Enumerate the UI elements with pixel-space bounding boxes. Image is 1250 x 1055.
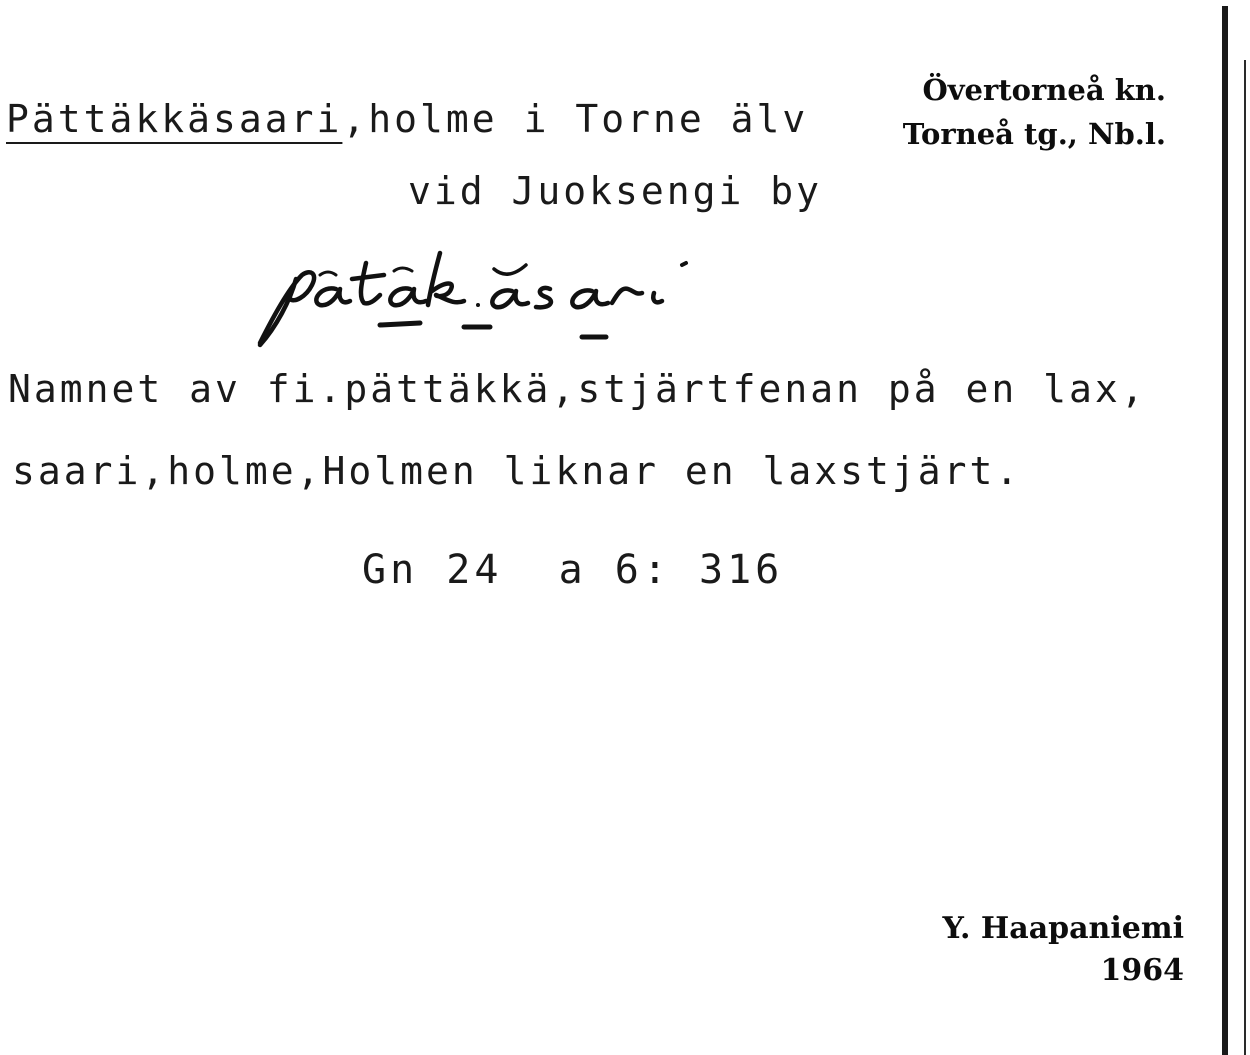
title-description: ,holme i Torne älv <box>342 97 809 141</box>
district-stamp: Torneå tg., Nb.l. <box>902 117 1166 151</box>
archive-reference: Gn 24 a 6: 316 <box>362 547 784 593</box>
title-line-2: vid Juoksengi by <box>408 169 823 213</box>
parish-stamp: Övertorneå kn. <box>922 73 1166 107</box>
headword: Pättäkkäsaari <box>6 97 343 141</box>
card-edge-line-thin <box>1244 60 1246 1055</box>
card-edge-line <box>1222 6 1228 1055</box>
card-year: 1964 <box>1100 953 1184 988</box>
explanation-line-1: Namnet av fi.pättäkkä,stjärtfenan på en lax, <box>8 367 1147 411</box>
handwritten-pronunciation <box>250 245 830 355</box>
title-line <box>6 97 809 141</box>
author-name: Y. Haapaniemi <box>942 911 1184 946</box>
explanation-line-2: saari,holme,Holmen liknar en laxstjärt. <box>12 449 1022 493</box>
